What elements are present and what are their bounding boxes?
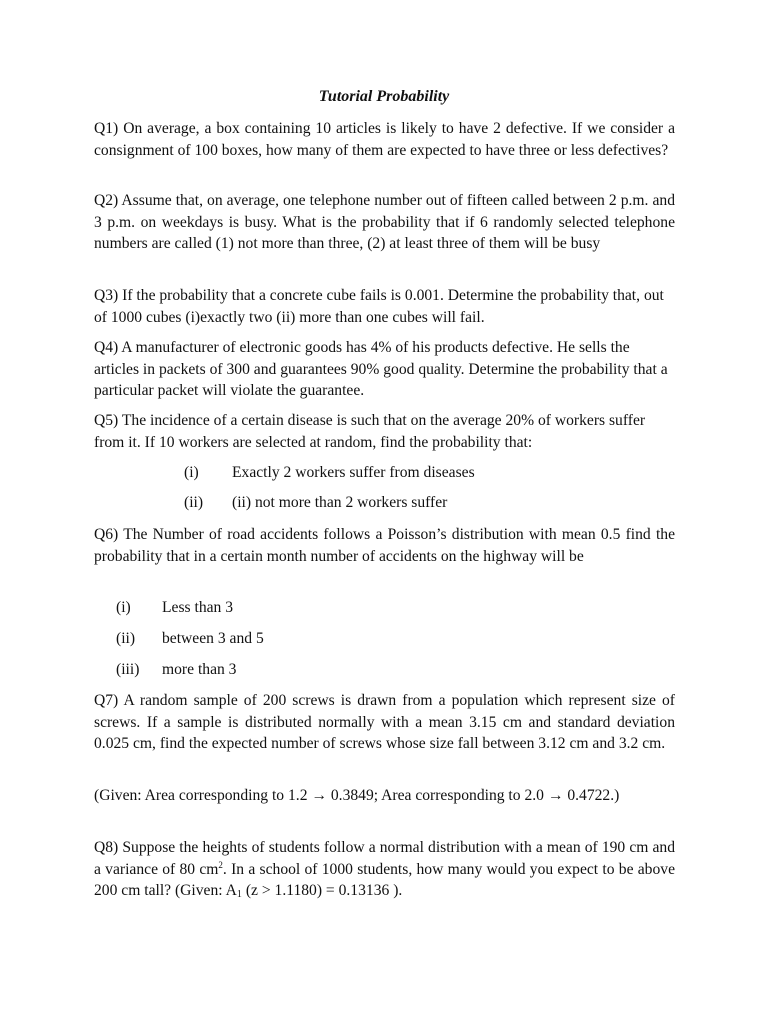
question-4: Q4) A manufacturer of electronic goods has 4% of his products defective. He sells the articles in packets of 300 and guarantees 90% good quality. Determine the probability that a particular packet will violate the guarantee. [94, 339, 668, 399]
question-5-item-text: Exactly 2 workers suffer from diseases [232, 464, 475, 481]
question-5-item-text: (ii) not more than 2 workers suffer [232, 494, 448, 511]
question-5-item-number: (ii) [184, 494, 204, 511]
question-6-item-number: (i) [116, 599, 131, 616]
question-6-item-number: (ii) [116, 630, 136, 647]
question-2: Q2) Assume that, on average, one telephone number out of fifteen called between 2 p.m. and 3 p.m. on weekdays is busy. What is the probability that if 6 randomly selected telephone numbers are called (1) not more than three, (2) at least three of them will be busy [94, 192, 675, 252]
question-3: Q3) If the probability that a concrete cube fails is 0.001. Determine the probability that, out of 1000 cubes (i)exactly two (ii) more than one cubes will fail. [94, 287, 664, 326]
question-7: Q7) A random sample of 200 screws is drawn from a population which represent size of screws. If a sample is distributed normally with a mean 3.15 cm and standard deviation 0.025 cm, find the expected number of screws whose size fall between 3.12 cm and 3.2 cm. [94, 692, 675, 752]
question-6-item-text: more than 3 [162, 661, 237, 678]
question-8-text-part-2: . In a school of 1000 students, how many would you expect to be above 200 cm tall? (Given: A [94, 860, 675, 899]
question-7-given: (Given: Area corresponding to 1.2 → 0.3849; Area corresponding to 2.0 → 0.4722.) [94, 787, 620, 804]
question-6-item-text: Less than 3 [162, 599, 234, 616]
question-1: Q1) On average, a box containing 10 articles is likely to have 2 defective. If we consider a consignment of 100 boxes, how many of them are expected to have three or less defectives? [94, 120, 675, 159]
question-8 [94, 837, 675, 902]
question-6-item-number: (iii) [116, 661, 140, 678]
question-6-item-text: between 3 and 5 [162, 630, 264, 647]
question-5: Q5) The incidence of a certain disease is such that on the average 20% of workers suffer from it. If 10 workers are selected at random, find the probability that: [94, 412, 646, 451]
question-8-text-part-1: Q8) Suppose the heights of students follow a normal distribution with a mean of 190 cm and a variance of 80 cm [94, 839, 675, 878]
question-8-superscript: 2 [218, 859, 223, 870]
question-5-item-number: (i) [184, 464, 199, 481]
question-8-text-part-3: (z > 1.1180) = 0.13136 ). [241, 882, 403, 899]
question-8-subscript: 1 [236, 889, 242, 900]
document-title: Tutorial Probability [318, 88, 450, 105]
question-6: Q6) The Number of road accidents follows a Poisson’s distribution with mean 0.5 find the probability that in a certain month number of accidents on the highway will be [94, 526, 675, 565]
